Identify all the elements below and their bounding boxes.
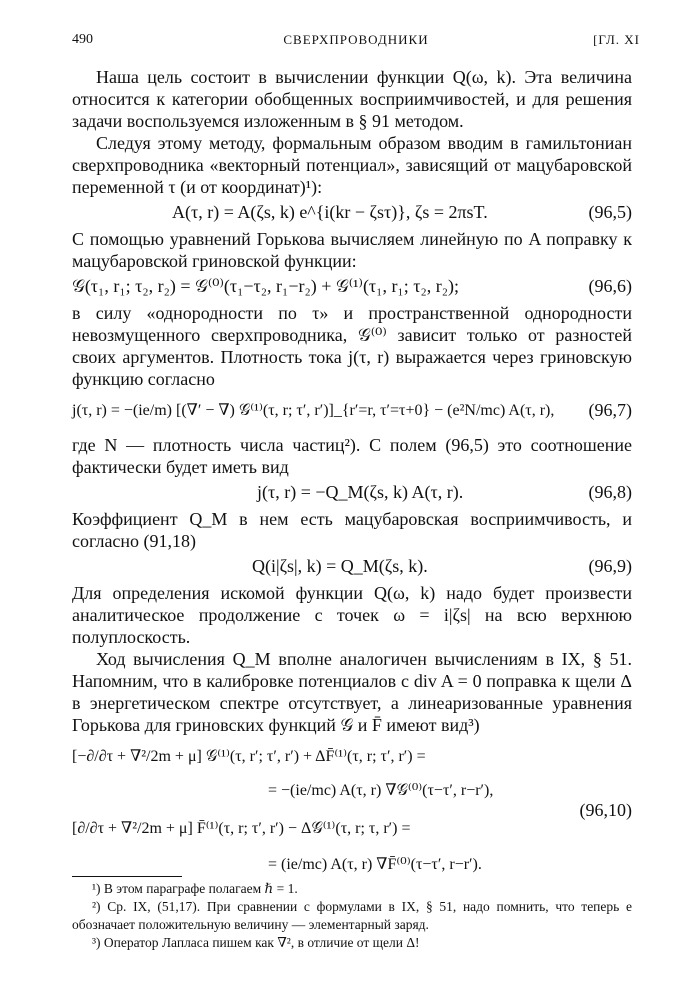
equation-96-8 — [72, 478, 632, 508]
equation-96-5 — [72, 198, 632, 228]
paragraph: Наша цель состоит в вычислении функции Q(ω, k). Эта величина относится к категории обобщенных восприимчивостей, и для решения задачи воспользуемся изложенным в § 91 методом. — [72, 67, 632, 131]
chapter-label: [ГЛ. XI — [593, 32, 640, 47]
equation-number: (96,6) — [588, 276, 632, 296]
footnote: ¹) В этом параграфе полагаем ℏ = 1. — [92, 881, 298, 896]
equation-number: (96,10) — [579, 800, 632, 820]
page-number: 490 — [72, 32, 93, 47]
paragraph: Следуя этому методу, формальным образом вводим в гамильтониан сверхпроводника «векторный потенциал», зависящий от мацубаровской переменной τ (и от координат)¹): — [72, 133, 632, 197]
equation-body: Q(i|ζs|, k) = Q_M(ζs, k). — [252, 556, 428, 576]
equation-96-9 — [72, 552, 632, 582]
equation-number: (96,7) — [588, 400, 632, 420]
equation-96-10 — [72, 742, 632, 892]
running-title: СВЕРХПРОВОДНИКИ — [283, 32, 429, 47]
footnote-separator — [72, 876, 182, 877]
equation-number: (96,8) — [588, 482, 632, 502]
footnotes — [72, 880, 632, 952]
paragraph: Для определения искомой функции Q(ω, k) надо будет произвести аналитическое продолжение с точек ω = i|ζs| на всю верхнюю полуплоскость. — [72, 583, 632, 647]
paragraph: С помощью уравнений Горькова вычисляем линейную по A поправку к мацубаровской гриновской функции: — [72, 229, 632, 271]
equation-number: (96,9) — [588, 556, 632, 576]
equation-body: j(τ, r) = −(ie/m) [(∇′ − ∇) 𝒢⁽¹⁾(τ, r; τ′, r′)]_{r′=r, τ′=τ+0} − (e²N/mc) A(τ, r), — [72, 402, 555, 419]
equation-body: A(τ, r) = A(ζs, k) e^{i(kr − ζsτ)}, ζs = 2πsT. — [172, 202, 488, 222]
paragraph: в силу «однородности по τ» и пространственной однородности невозмущенного сверхпроводника, 𝒢⁽⁰⁾ зависит только от разностей своих аргументов. Плотность тока j(τ, r) выражается через гриновскую функцию согласно — [72, 303, 632, 389]
main-text — [72, 66, 632, 892]
paragraph: Коэффициент Q_M в нем есть мацубаровская восприимчивость, и согласно (91,18) — [72, 509, 632, 551]
equation-96-6 — [72, 272, 632, 302]
equation-96-7 — [72, 390, 632, 434]
equation-number: (96,5) — [588, 202, 632, 222]
equation-body: j(τ, r) = −Q_M(ζs, k) A(τ, r). — [257, 482, 464, 502]
running-header — [72, 32, 640, 52]
paragraph: где N — плотность числа частиц²). С полем (96,5) это соотношение фактически будет иметь вид — [72, 435, 632, 477]
equation-line: = (ie/mc) A(τ, r) ∇F̄⁽⁰⁾(τ−τ′, r−r′). — [268, 856, 482, 873]
equation-line: = −(ie/mc) A(τ, r) ∇𝒢⁽⁰⁾(τ−τ′, r−r′), — [268, 782, 494, 799]
equation-line: [∂/∂τ + ∇²/2m + μ] F̄⁽¹⁾(τ, r; τ′, r′) − Δ𝒢⁽¹⁾(τ, r; τ, r′) = — [72, 820, 411, 837]
footnote: ³) Оператор Лапласа пишем как ∇², в отличие от щели Δ! — [92, 935, 420, 950]
equation-body: 𝒢(τ₁, r₁; τ₂, r₂) = 𝒢⁽⁰⁾(τ₁−τ₂, r₁−r₂) + 𝒢⁽¹⁾(τ₁, r₁; τ₂, r₂); — [72, 276, 459, 296]
paragraph: Ход вычисления Q_M вполне аналогичен вычислениям в IX, § 51. Напомним, что в калибровке потенциалов с div A = 0 поправка к щели Δ в энергетическом спектре отсутствует, а линеаризованные уравнения Горькова для гриновских функций 𝒢 и F̄ имеют вид³) — [72, 649, 632, 735]
footnote: ²) Ср. IX, (51,17). При сравнении с формулами в IX, § 51, надо помнить, что теперь e обозначает положительную величину — элементарный заряд. — [72, 899, 632, 932]
equation-line: [−∂/∂τ + ∇²/2m + μ] 𝒢⁽¹⁾(τ, r′; τ′, r′) + ΔF̄⁽¹⁾(τ, r; τ′, r′) = — [72, 748, 426, 765]
